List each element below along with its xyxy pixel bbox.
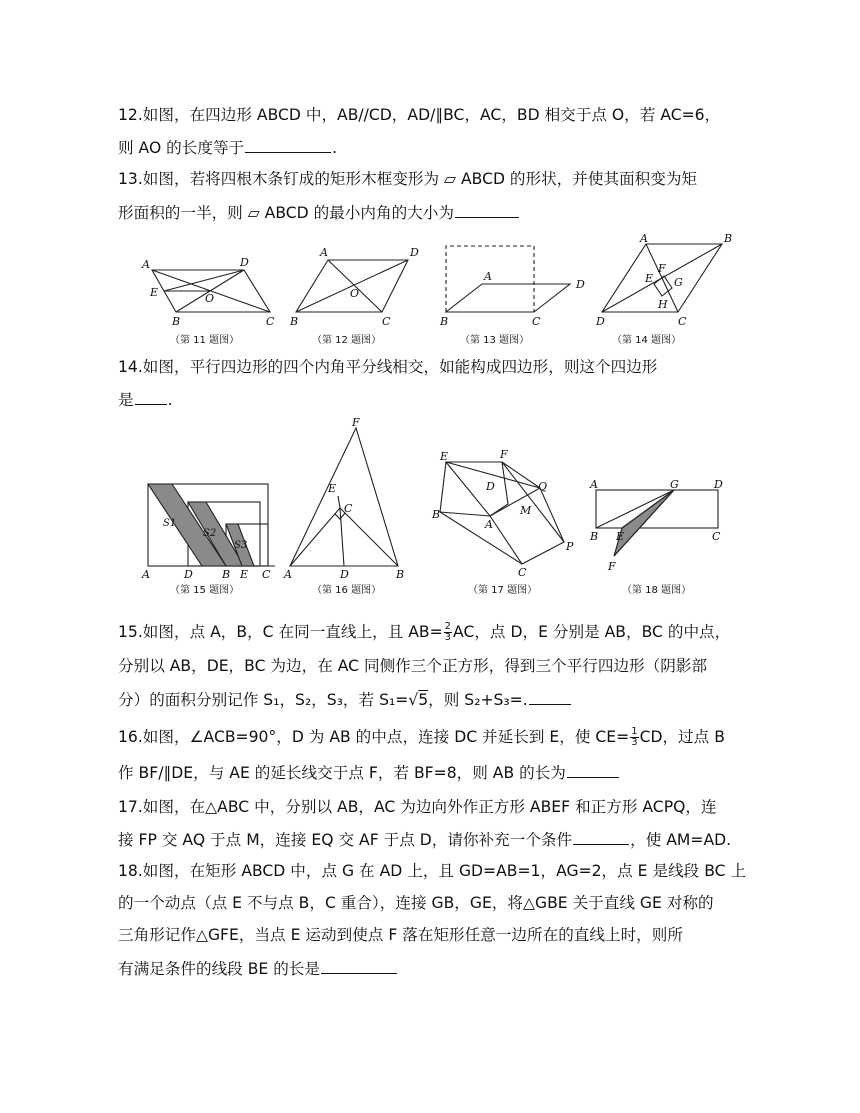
fig11-label-e: E [150, 286, 159, 299]
figure-11 [141, 256, 275, 346]
fig18-label-g: G [670, 478, 679, 491]
fig18-label-a: A [590, 478, 598, 491]
fig15-label-s3: S3 [234, 540, 248, 551]
fig11-label-o: O [205, 292, 215, 305]
figure-17 [431, 448, 574, 596]
q13-answer-blank[interactable] [455, 201, 519, 218]
q15-line2: 分别以 AB，DE，BC 为边，在 AC 同侧作三个正方形，得到三个平行四边形（阴影部 [118, 657, 708, 675]
q12-answer-blank[interactable] [245, 136, 331, 153]
fig14-label-a: A [640, 232, 648, 245]
fig17-label-q: Q [538, 480, 548, 493]
fig17-label-a: A [485, 518, 493, 531]
fig14-label-e: E [645, 272, 654, 285]
fig16-label-f: F [352, 416, 360, 429]
fig16-label-b: B [396, 568, 405, 581]
q16-line2: 作 BF/∥DE，与 AE 的延长线交于点 F，若 BF=8，则 AB 的长为 [118, 761, 620, 783]
fig17-label-d: D [486, 480, 495, 493]
fig14-label-c: C [678, 315, 687, 328]
fig11-label-a: A [142, 258, 150, 271]
q15-fraction: $\frac{2}{3}$ [444, 621, 452, 643]
q18-line3: 三角形记作△GFE，当点 E 运动到使点 F 落在矩形任意一边所在的直线上时，则所 [118, 926, 683, 944]
fig11-caption: （第 11 题图） [170, 335, 240, 346]
fig18-label-d: D [714, 478, 723, 491]
q16-fraction: $\frac{1}{3}$ [631, 726, 638, 748]
fig18-label-e: E [616, 530, 625, 543]
q14-line1: 14.如图，平行四边形的四个内角平分线相交，如能构成四边形，则这个四边形 [118, 358, 658, 376]
fig17-label-m: M [520, 504, 532, 517]
q18-line4: 有满足条件的线段 BE 的长是 [118, 957, 398, 979]
fig14-caption: （第 14 题图） [612, 335, 682, 346]
q14-line2: 是 . [118, 388, 173, 410]
q17-line1: 17.如图，在△ABC 中，分别以 AB，AC 为边向外作正方形 ABEF 和正方形 ACPQ，连 [118, 798, 717, 816]
fig13-label-c: C [532, 315, 541, 328]
fig13-label-d: D [576, 278, 585, 291]
figure-15 [141, 484, 275, 596]
figure-18 [589, 478, 723, 596]
fig17-caption: （第 17 题图） [468, 585, 538, 596]
fig17-label-c: C [518, 566, 527, 579]
q18-line2: 的一个动点（点 E 不与点 B，C 重合），连接 GB，GE，将△GBE 关于直线 GE 对称的 [118, 894, 714, 912]
fig16-label-a: A [284, 568, 292, 581]
fig12-label-o: O [350, 287, 360, 300]
q18-line1: 18.如图，在矩形 ABCD 中，点 G 在 AD 上，且 GD=AB=1，AG=2，点 E 是线段 BC 上 [118, 862, 747, 880]
fig15-label-a: A [142, 568, 150, 581]
q15-line1: 15.如图，点 A，B，C 在同一直线上，且 AB= $\frac{2}{3}$ AC，点 D，E 分别是 AB，BC 的中点， [118, 621, 731, 643]
fig12-label-c: C [382, 315, 391, 328]
fig12-caption: （第 12 题图） [312, 335, 382, 346]
q13-line1: 13.如图，若将四根木条钉成的矩形木框变形为 ▱ ABCD 的形状，并使其面积变为矩 [118, 170, 698, 188]
fig17-label-p: P [566, 540, 574, 553]
fig16-label-e: E [328, 482, 337, 495]
fig15-label-b: B [222, 568, 231, 581]
q13-line2: 形面积的一半，则 ▱ ABCD 的最小内角的大小为 [118, 201, 520, 223]
fig16-caption: （第 16 题图） [312, 585, 382, 596]
fig13-label-b: B [440, 315, 449, 328]
fig15-label-c: C [262, 568, 271, 581]
fig14-label-d: D [596, 315, 605, 328]
fig16-label-d: D [340, 568, 349, 581]
fig15-label-s2: S2 [203, 528, 217, 539]
fig14-label-b: B [724, 232, 733, 245]
fig11-label-d: D [240, 256, 249, 269]
q18-answer-blank[interactable] [321, 957, 397, 974]
fig15-label-e: E [240, 568, 249, 581]
fig17-label-e: E [440, 450, 449, 463]
fig15-label-d: D [184, 568, 193, 581]
q12-line1: 12.如图，在四边形 ABCD 中，AB//CD，AD/∥BC，AC，BD 相交于点 O，若 AC=6， [118, 106, 721, 124]
q17-line2: 接 FP 交 AQ 于点 M，连接 EQ 交 AF 于点 D，请你补充一个条件 ，使 AM=AD. [118, 828, 731, 850]
q15-line3: 分）的面积分别记作 S₁，S₂，S₃，若 S₁=√5，则 S₂+S₃=. [118, 688, 572, 710]
fig17-label-f: F [500, 448, 508, 461]
fig12-label-a: A [320, 246, 328, 259]
fig18-label-f: F [608, 560, 616, 573]
q12-line2: 则 AO 的长度等于 . [118, 136, 337, 158]
fig13-caption: （第 13 题图） [460, 335, 530, 346]
fig15-caption: （第 15 题图） [170, 585, 240, 596]
q17-answer-blank[interactable] [573, 828, 629, 845]
fig12-label-b: B [290, 315, 299, 328]
q16-line1: 16.如图，∠ACB=90°，D 为 AB 的中点，连接 DC 并延长到 E，使 CE= $\frac{1}{3}$ CD，过点 B [118, 726, 725, 748]
fig12-label-d: D [410, 246, 419, 259]
figure-12 [289, 246, 419, 346]
fig14-label-f: F [658, 262, 666, 275]
figure-14 [595, 232, 732, 346]
fig16-label-c: C [344, 502, 353, 515]
fig14-label-g: G [674, 276, 683, 289]
fig14-label-h: H [658, 298, 668, 311]
fig15-label-s1: S1 [163, 518, 177, 529]
q14-answer-blank[interactable] [135, 388, 167, 405]
fig18-label-c: C [712, 530, 721, 543]
q15-answer-blank[interactable] [529, 688, 571, 705]
fig17-label-b: B [432, 508, 441, 521]
figure-13 [439, 246, 585, 346]
fig13-label-a: A [484, 270, 492, 283]
figure-row-1 [130, 232, 750, 350]
fig18-label-b: B [590, 530, 599, 543]
q16-answer-blank[interactable] [567, 761, 619, 778]
fig18-caption: （第 18 题图） [622, 585, 692, 596]
figure-row-2 [130, 418, 750, 600]
fig11-label-c: C [266, 315, 275, 328]
fig11-label-b: B [172, 315, 181, 328]
figure-16 [283, 416, 404, 596]
